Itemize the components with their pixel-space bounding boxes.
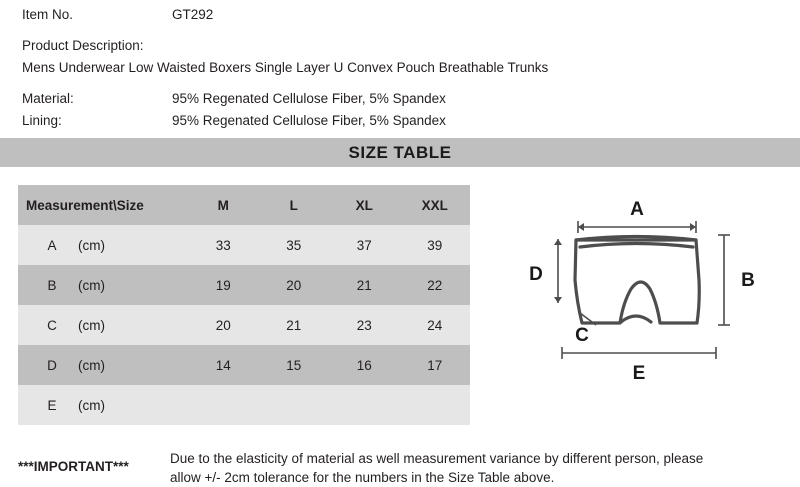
measurement-letter: C bbox=[47, 317, 57, 333]
spacer-1 bbox=[22, 26, 778, 35]
product-description-value: Mens Underwear Low Waisted Boxers Single Layer U Convex Pouch Breathable Trunks bbox=[22, 60, 549, 75]
product-info bbox=[22, 4, 778, 132]
dimension-a bbox=[578, 221, 696, 233]
size-table bbox=[18, 185, 470, 425]
table-row bbox=[18, 265, 470, 305]
measurement-letter: A bbox=[47, 237, 57, 253]
cell-a-xl: 37 bbox=[356, 237, 372, 253]
cell-e-l bbox=[259, 385, 330, 425]
cell-b-m: 19 bbox=[215, 277, 231, 293]
column-header-m: M bbox=[217, 197, 229, 213]
column-header-xl: XL bbox=[355, 197, 373, 213]
cell-c-xl: 23 bbox=[356, 317, 372, 333]
important-note bbox=[18, 449, 782, 487]
measurement-diagram bbox=[500, 185, 796, 400]
size-table-banner bbox=[0, 138, 800, 167]
measurement-unit: (cm) bbox=[78, 277, 105, 293]
cell-d-m: 14 bbox=[215, 357, 231, 373]
table-row bbox=[18, 305, 470, 345]
column-header-xxl: XXL bbox=[421, 197, 448, 213]
product-description-label: Product Description: bbox=[22, 38, 144, 53]
measurement-letter: D bbox=[47, 357, 57, 373]
cell-c-l: 21 bbox=[286, 317, 302, 333]
row-label-e bbox=[18, 385, 188, 425]
cell-b-xxl: 22 bbox=[427, 277, 443, 293]
item-no-row bbox=[22, 4, 778, 26]
dimension-label-d: D bbox=[529, 264, 543, 285]
cell-a-xxl: 39 bbox=[427, 237, 443, 253]
dimension-b bbox=[718, 235, 730, 325]
cell-e-xl bbox=[329, 385, 400, 425]
lining-row bbox=[22, 110, 778, 132]
column-header-l: L bbox=[289, 197, 298, 213]
column-header-measurement: Measurement\Size bbox=[26, 197, 144, 213]
boxer-shorts-outline bbox=[575, 237, 699, 324]
note-line-1: Due to the elasticity of material as well measurement variance by different person, please bbox=[170, 451, 704, 466]
size-table-title: SIZE TABLE bbox=[348, 142, 452, 162]
cell-c-xxl: 24 bbox=[427, 317, 443, 333]
lining-value: 95% Regenated Cellulose Fiber, 5% Spandex bbox=[172, 113, 446, 128]
dimension-d bbox=[554, 239, 562, 303]
row-label-a bbox=[18, 225, 188, 265]
important-note-title: ***IMPORTANT*** bbox=[18, 459, 129, 474]
row-label-b bbox=[18, 265, 188, 305]
cell-d-xxl: 17 bbox=[427, 357, 443, 373]
row-label-d bbox=[18, 345, 188, 385]
cell-e-xxl bbox=[400, 385, 471, 425]
cell-a-l: 35 bbox=[286, 237, 302, 253]
table-row bbox=[18, 385, 470, 425]
cell-d-l: 15 bbox=[286, 357, 302, 373]
table-header-row bbox=[18, 185, 470, 225]
material-row bbox=[22, 88, 778, 110]
dimension-e bbox=[562, 347, 716, 359]
note-line-2: allow +/- 2cm tolerance for the numbers in the Size Table above. bbox=[170, 470, 555, 485]
table-row bbox=[18, 225, 470, 265]
dimension-label-a: A bbox=[630, 199, 644, 220]
lining-label: Lining: bbox=[22, 113, 62, 128]
item-no-label: Item No. bbox=[22, 7, 74, 22]
item-no-value: GT292 bbox=[172, 7, 214, 22]
material-value: 95% Regenated Cellulose Fiber, 5% Spandex bbox=[172, 91, 446, 106]
cell-c-m: 20 bbox=[215, 317, 231, 333]
dimension-label-e: E bbox=[632, 363, 646, 384]
cell-a-m: 33 bbox=[215, 237, 231, 253]
cell-e-m bbox=[188, 385, 259, 425]
measurement-letter: E bbox=[47, 397, 57, 413]
measurement-unit: (cm) bbox=[78, 237, 105, 253]
measurement-letter: B bbox=[47, 277, 57, 293]
measurement-unit: (cm) bbox=[78, 397, 105, 413]
cell-b-xl: 21 bbox=[356, 277, 372, 293]
cell-b-l: 20 bbox=[286, 277, 302, 293]
dimension-label-c: C bbox=[575, 325, 589, 346]
table-row bbox=[18, 345, 470, 385]
dimension-label-b: B bbox=[741, 270, 755, 291]
important-note-body bbox=[170, 449, 703, 487]
material-label: Material: bbox=[22, 91, 74, 106]
measurement-unit: (cm) bbox=[78, 317, 105, 333]
cell-d-xl: 16 bbox=[356, 357, 372, 373]
spacer-2 bbox=[22, 79, 778, 88]
measurement-unit: (cm) bbox=[78, 357, 105, 373]
row-label-c bbox=[18, 305, 188, 345]
